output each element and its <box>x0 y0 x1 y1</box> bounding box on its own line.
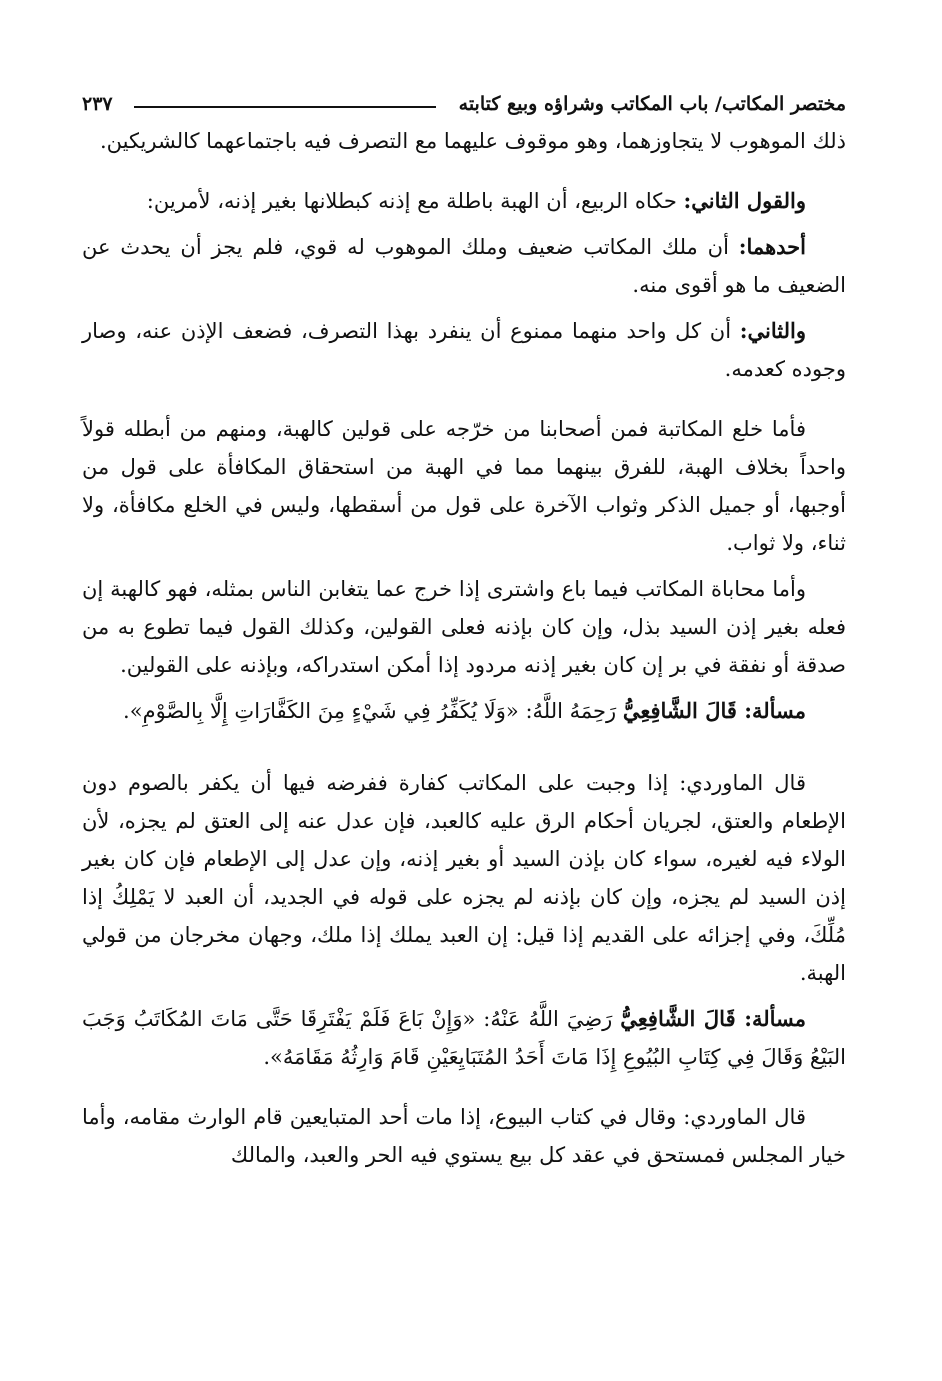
paragraph-masala-kaffara <box>82 692 846 730</box>
paragraph-text: أن ملك المكاتب ضعيف وملك الموهوب له قوي، فلم يجز أن يحدث عن الضعيف ما هو أقوى منه. <box>82 235 846 297</box>
running-header <box>82 92 846 118</box>
page-number: ٢٣٧ <box>82 93 113 115</box>
paragraph-lead: مسألة: قَالَ الشَّافِعِيُّ <box>620 1006 806 1031</box>
paragraph-khul <box>82 410 846 562</box>
header-rule <box>134 106 436 108</box>
paragraph-muhabat <box>82 570 846 684</box>
paragraph-mawardi-kaffara <box>82 764 846 992</box>
paragraph-text: ذلك الموهوب لا يتجاوزهما، وهو موقوف عليهما مع التصرف فيه باجتماعهما كالشريكين. <box>99 129 846 153</box>
paragraph-masala-bay <box>82 1000 846 1076</box>
paragraph-mawardi-bay <box>82 1098 846 1174</box>
paragraph-continuation <box>82 122 846 160</box>
paragraph-lead: أحدهما: <box>738 234 806 259</box>
paragraph-text: قال الماوردي: إذا وجبت على المكاتب كفارة ففرضه فيها أن يكفر بالصوم دون الإطعام والعتق، لجريان أحكام الرق عليه كالعبد، فإن عدل عنه إلى العتق لم يجزه، لأن الولاء فيه لغيره، سواء كان بإذن السيد أو بغير إذنه، وإن عدل إلى الإطعام فإن كان بغير إذن السيد لم يجزه، وإن كان بإذنه لم يجزه على قوله في الجديد، أن العبد لا يَمْلِكُ إذا مُلِّكَ، وفي إجزائه على القديم إذا قيل: إن العبد يملك إذا ملك، وجهان مخرجان من قولي الهبة. <box>82 771 846 985</box>
paragraph-text: قال الماوردي: وقال في كتاب البيوع، إذا مات أحد المتبايعين قام الوارث مقامه، وأما خيار المجلس فمستحق في عقد كل بيع يستوي فيه الحر والعبد، والمالك <box>82 1105 846 1167</box>
paragraph-text: رَحِمَهُ اللَّهُ: «وَلَا يُكَفِّرُ فِي شَيْءٍ مِنَ الكَفَّارَاتِ إِلَّا بِالصَّوْمِ». <box>123 699 623 723</box>
paragraph-first-reason <box>82 228 846 304</box>
paragraph-text: فأما خلع المكاتبة فمن أصحابنا من خرّجه على قولين كالهبة، ومنهم من أبطله قولاً واحداً بخلاف الهبة، للفرق بينهما مما في الهبة من استحقاق المكافأة على قول من أوجبها، أو جميل الذكر وثواب الآخرة على قول من أسقطها، وليس في الخلع مكافأة، ولا ثناء، ولا ثواب. <box>82 417 846 555</box>
book-page <box>82 92 846 1182</box>
paragraph-text: أن كل واحد منهما ممنوع أن ينفرد بهذا التصرف، فضعف الإذن عنه، وصار وجوده كعدمه. <box>82 319 846 381</box>
paragraph-lead: والثاني: <box>739 318 806 343</box>
paragraph-second-opinion <box>82 182 846 220</box>
header-title: مختصر المكاتب/ باب المكاتب وشراؤه وبيع كتابته <box>458 93 846 115</box>
paragraph-text: وأما محاباة المكاتب فيما باع واشترى إذا خرج عما يتغابن الناس بمثله، فهو كالهبة إن فعله بغير إذن السيد بذل، وإن كان بإذنه فعلى القولين، وكذلك القول فيما تطوع به من صدقة أو نفقة في بر إن كان بغير إذنه مردود إذا أمكن استدراكه، وبإذنه على القولين. <box>82 577 846 677</box>
paragraph-text: رَضِيَ اللَّهُ عَنْهُ: «وَإِنْ بَاعَ فَلَمْ يَفْتَرِقَا حَتَّى مَاتَ المُكَاتَبُ وَجَبَ البَيْعُ وَقَالَ فِي كِتَابِ البُيُوعِ إِذَا مَاتَ أَحَدُ المُتَبَايِعَيْنِ قَامَ وَارِثُهُ مَقَامَهُ». <box>82 1007 846 1069</box>
paragraph-text: حكاه الربيع، أن الهبة باطلة مع إذنه كبطلانها بغير إذنه، لأمرين: <box>146 189 684 213</box>
paragraph-lead: والقول الثاني: <box>683 188 806 213</box>
paragraph-second-reason <box>82 312 846 388</box>
paragraph-lead: مسألة: قَالَ الشَّافِعِيُّ <box>622 698 806 723</box>
